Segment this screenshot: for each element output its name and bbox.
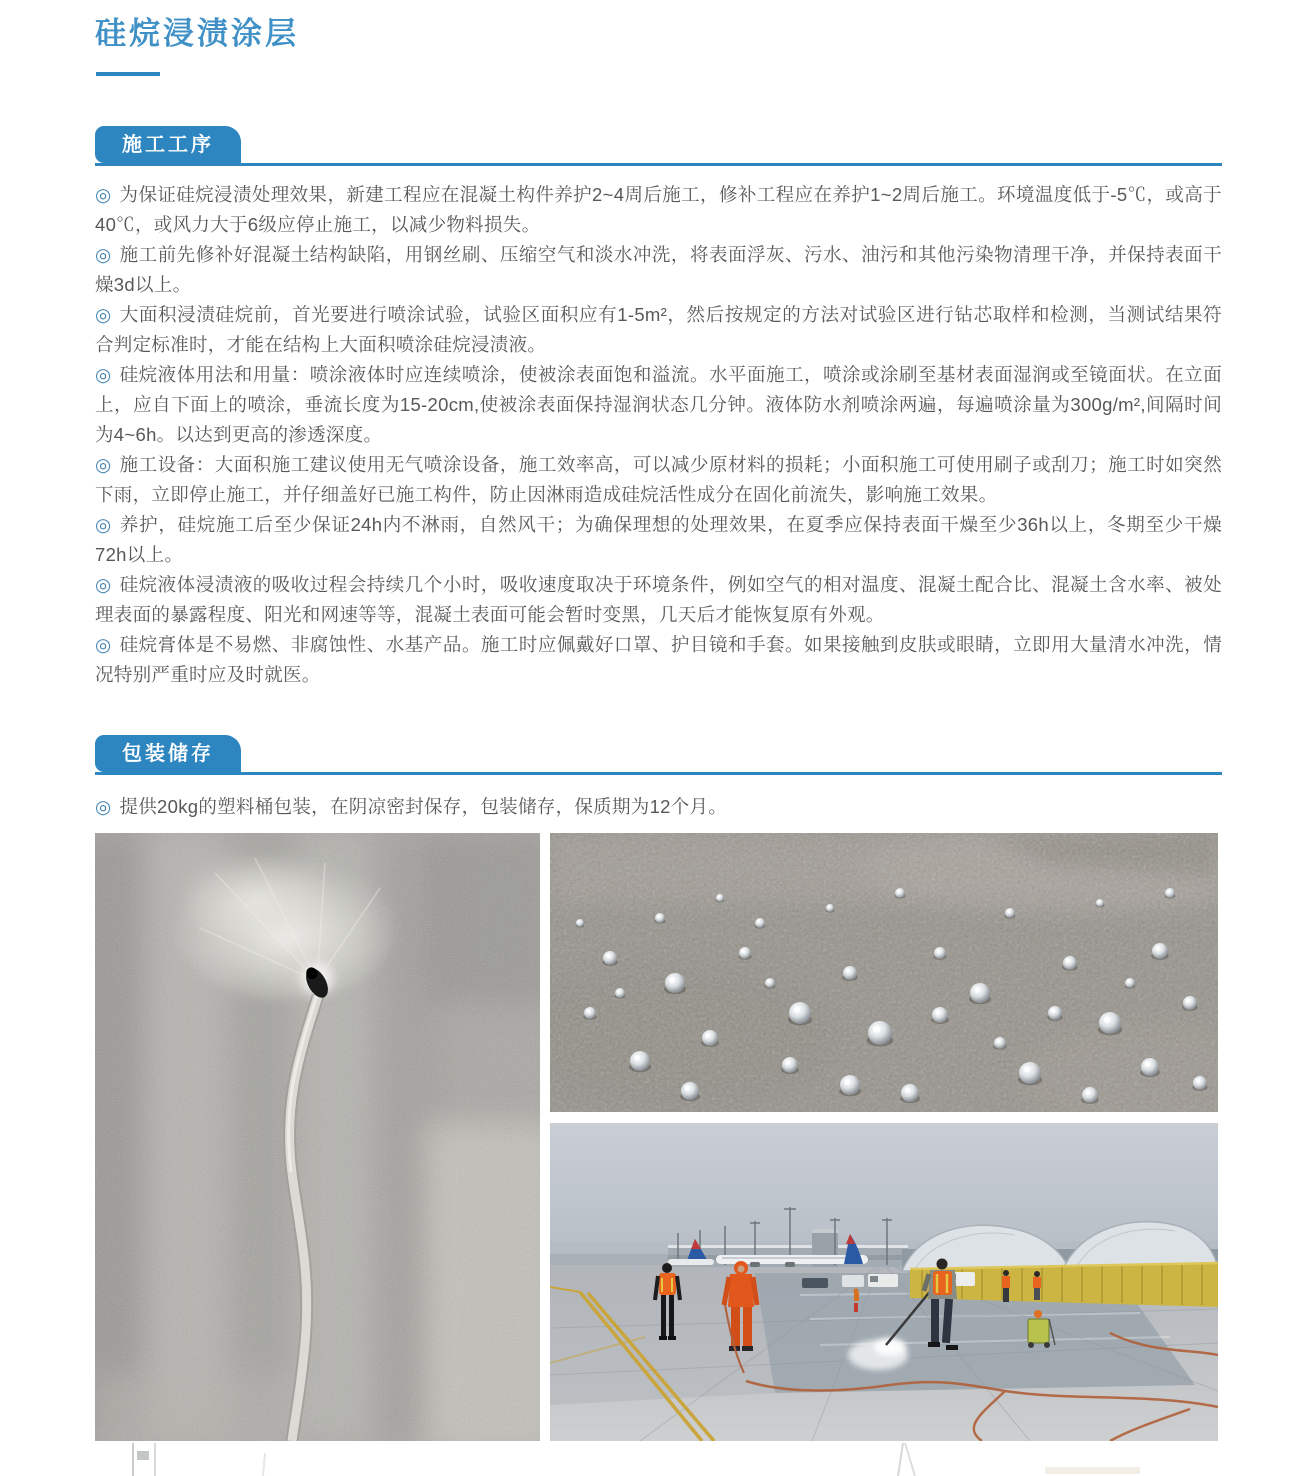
bullseye-bullet-icon: ◎ — [95, 184, 112, 205]
bullet-paragraph — [95, 360, 1222, 450]
paragraph-text: 施工前先修补好混凝土结构缺陷，用钢丝刷、压缩空气和淡水冲洗，将表面浮灰、污水、油污和其他污染物清理干净，并保持表面干燥3d以上。 — [95, 244, 1222, 295]
construction-paragraph-list — [95, 180, 1222, 690]
section-tab-construction: 施工工序 — [95, 126, 241, 163]
bullet-paragraph — [95, 300, 1222, 360]
bullet-paragraph — [95, 240, 1222, 300]
photo-silane-spray-wall — [95, 833, 540, 1441]
section-header-packaging — [95, 735, 1222, 775]
page-title: 硅烷浸渍涂层 — [95, 16, 299, 51]
paragraph-text: 施工设备：大面积施工建议使用无气喷涂设备，施工效率高，可以减少原材料的损耗；小面积施工可使用刷子或刮刀；施工时如突然下雨，立即停止施工，并仔细盖好已施工构件，防止因淋雨造成硅烷活性成分在固化前流失，影响施工效果。 — [95, 454, 1222, 505]
paragraph-text: 硅烷液体用法和用量：喷涂液体时应连续喷涂，使被涂表面饱和溢流。水平面施工，喷涂或涂刷至基材表面湿润或至镜面状。在立面上，应自下面上的喷涂，垂流长度为15-20cm,使被涂表面保持湿润状态几分钟。液体防水剂喷涂两遍，每遍喷涂量为300g/m²,间隔时间为4~6h。以达到更高的渗透深度。 — [95, 364, 1222, 445]
bullseye-bullet-icon: ◎ — [95, 244, 112, 265]
bullet-paragraph — [95, 630, 1222, 690]
bullet-paragraph — [95, 510, 1222, 570]
next-image-peek — [0, 1441, 1290, 1476]
section-tab-packaging: 包装储存 — [95, 735, 241, 772]
photo-water-beads-surface — [550, 833, 1218, 1112]
paragraph-text: 养护，硅烷施工后至少保证24h内不淋雨，自然风干；为确保理想的处理效果，在夏季应保持表面干燥至少36h以上，冬期至少干燥72h以上。 — [95, 514, 1222, 565]
bullseye-bullet-icon: ◎ — [95, 574, 112, 595]
paragraph-text: 提供20kg的塑料桶包装，在阴凉密封保存，包装储存，保质期为12个月。 — [119, 796, 728, 817]
bullseye-bullet-icon: ◎ — [95, 634, 112, 655]
bullseye-bullet-icon: ◎ — [95, 796, 112, 817]
bullet-paragraph — [95, 792, 1222, 822]
bullet-paragraph — [95, 570, 1222, 630]
water-beads-illustration — [550, 833, 1218, 1112]
airport-scene-illustration — [550, 1123, 1218, 1441]
bullseye-bullet-icon: ◎ — [95, 454, 112, 475]
paragraph-text: 大面积浸渍硅烷前，首光要进行喷涂试验，试验区面积应有1-5m²，然后按规定的方法对试验区进行钻芯取样和检测，当测试结果符合判定标准时，才能在结构上大面积喷涂硅烷浸渍液。 — [95, 304, 1222, 355]
paragraph-text: 硅烷液体浸渍液的吸收过程会持续几个小时，吸收速度取决于环境条件，例如空气的相对温度、混凝土配合比、混凝土含水率、被处理表面的暴露程度、阳光和网速等等，混凝土表面可能会暂时变黑，几天后才能恢复原有外观。 — [95, 574, 1222, 625]
bullseye-bullet-icon: ◎ — [95, 364, 112, 385]
packaging-paragraph-list — [95, 792, 1222, 822]
bullet-paragraph — [95, 450, 1222, 510]
bullseye-bullet-icon: ◎ — [95, 514, 112, 535]
paragraph-text: 为保证硅烷浸渍处理效果，新建工程应在混凝土构件养护2~4周后施工，修补工程应在养护1~2周后施工。环境温度低于-5℃，或高于40℃，或风力大于6级应停止施工，以减少物料损失。 — [95, 184, 1222, 235]
bullet-paragraph — [95, 180, 1222, 240]
photo-airport-apron-spraying — [550, 1123, 1218, 1441]
spray-wall-illustration — [95, 833, 540, 1441]
section-header-construction — [95, 126, 1222, 166]
title-underline — [96, 72, 160, 76]
bullseye-bullet-icon: ◎ — [95, 304, 112, 325]
paragraph-text: 硅烷膏体是不易燃、非腐蚀性、水基产品。施工时应佩戴好口罩、护目镜和手套。如果接触到皮肤或眼睛，立即用大量清水冲洗，情况特别严重时应及时就医。 — [95, 634, 1222, 685]
